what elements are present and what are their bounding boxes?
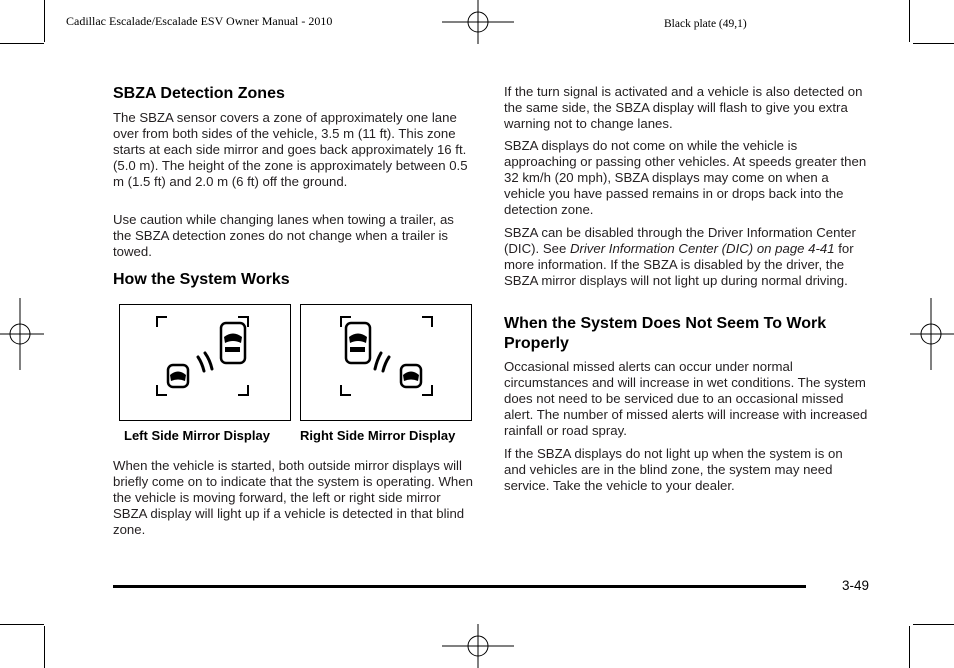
system-not-working-heading: When the System Does Not Seem To Work Properly [504,315,827,352]
left-mirror-graphic [120,305,290,420]
footer-rule [113,585,806,588]
crop-mark [913,43,954,44]
detected-vehicle-icon [168,365,188,387]
crop-mark [0,624,44,625]
how-system-works-heading: How the System Works [113,271,290,288]
registration-mark-bottom [442,624,514,668]
turn-signal-paragraph: If the turn signal is activated and a vehicle is also detected on the same side, the SBZA display will flash to give you extra warning not to change lanes. [504,84,863,131]
crop-mark [0,43,44,44]
crop-mark [44,0,45,42]
right-mirror-caption: Right Side Mirror Display [300,428,456,443]
page-number: 3-49 [842,578,870,593]
disable-sbza-paragraph [504,225,868,289]
running-header-plate: Black plate (49,1) [664,18,747,30]
own-vehicle-icon [346,323,370,363]
registration-mark-top [442,0,514,44]
right-mirror-display-illustration [300,304,472,421]
sbza-zones-paragraph: The SBZA sensor covers a zone of approximately one lane over from both sides of the vehicle, 3.5 m (11 ft). This zone starts at each side mirror and goes back approximately 16 ft. (5.0 m). The height of the zone is approximately between 0.5 m (1.5 ft) and 2.0 m (6 ft) off the ground. [113,110,468,189]
warning-waves-icon [198,353,212,371]
crop-mark [44,626,45,668]
how-system-works-paragraph: When the vehicle is started, both outside mirror displays will briefly come on to indicate that the system is operating. When the vehicle is moving forward, the left or right side mirror SBZA display will light up if a vehicle is detected in that blind zone. [113,458,473,537]
detected-vehicle-icon [401,365,421,387]
right-mirror-graphic [301,305,471,420]
left-mirror-caption: Left Side Mirror Display [124,428,270,443]
crop-mark [913,624,954,625]
sbza-towing-paragraph: Use caution while changing lanes when towing a trailer, as the SBZA detection zones do not change when a trailer is towed. [113,212,454,259]
disable-text-start: SBZA can be disabled through the Driver Information Center (DIC). See [504,225,856,256]
running-header-title: Cadillac Escalade/Escalade ESV Owner Manual - 2010 [66,14,333,28]
own-vehicle-icon [221,323,245,363]
registration-mark-left [0,298,44,370]
service-paragraph: If the SBZA displays do not light up when the system is on and vehicles are in the blind zone, the system may need service. Take the vehicle to your dealer. [504,446,843,493]
disable-text-end: for more information. If the SBZA is disabled by the driver, the SBZA mirror displays will not light up during normal driving. [504,241,854,288]
warning-waves-icon [375,353,389,371]
crop-mark [909,0,910,42]
dic-page-reference[interactable]: Driver Information Center (DIC) on page 4-41 [569,241,835,256]
sbza-detection-zones-heading: SBZA Detection Zones [113,85,285,102]
missed-alerts-paragraph: Occasional missed alerts can occur under normal circumstances and will increase in wet conditions. The system does not need to be serviced due to an occasional missed alert. The number of missed alerts will increase with increased rainfall or road spray. [504,359,868,438]
registration-mark-right [910,298,954,370]
left-mirror-display-illustration [119,304,291,421]
approaching-vehicles-paragraph: SBZA displays do not come on while the vehicle is approaching or passing other vehicles. At speeds greater then 32 km/h (20 mph), SBZA displays may come on when a vehicle you have passed remains in or drops back into the detection zone. [504,138,867,217]
crop-mark [909,626,910,668]
